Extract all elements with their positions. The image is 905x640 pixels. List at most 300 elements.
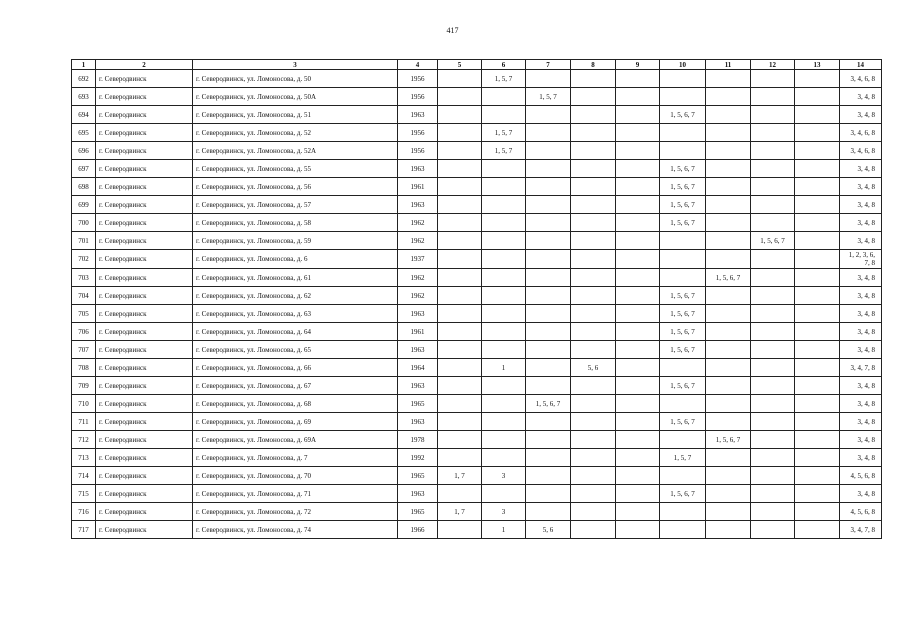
table-cell-col-3: г. Северодвинск, ул. Ломоносова, д. 67 xyxy=(193,377,398,395)
table-cell-col-9 xyxy=(616,269,660,287)
table-cell-col-10: 1, 5, 6, 7 xyxy=(660,214,706,232)
table-cell-col-10 xyxy=(660,521,706,539)
table-cell-col-6 xyxy=(482,485,526,503)
table-cell-col-12 xyxy=(751,431,795,449)
table-cell-col-3: г. Северодвинск, ул. Ломоносова, д. 52 xyxy=(193,124,398,142)
table-cell-col-10: 1, 5, 6, 7 xyxy=(660,323,706,341)
table-cell-col-7 xyxy=(526,287,571,305)
table-cell-col-14: 3, 4, 8 xyxy=(840,431,882,449)
table-cell-col-8 xyxy=(571,214,616,232)
column-header-13: 13 xyxy=(795,60,840,70)
table-cell-col-5 xyxy=(438,88,482,106)
table-cell-col-14: 3, 4, 8 xyxy=(840,323,882,341)
table-cell-col-13 xyxy=(795,521,840,539)
table-cell-col-4: 1963 xyxy=(398,160,438,178)
table-cell-col-7 xyxy=(526,485,571,503)
table-cell-col-10: 1, 5, 6, 7 xyxy=(660,305,706,323)
table-cell-col-8: 5, 6 xyxy=(571,359,616,377)
table-cell-col-13 xyxy=(795,485,840,503)
table-cell-col-6 xyxy=(482,377,526,395)
table-cell-col-1: 709 xyxy=(72,377,96,395)
table-cell-col-14: 3, 4, 7, 8 xyxy=(840,521,882,539)
table-body xyxy=(72,70,882,539)
table-cell-col-6 xyxy=(482,431,526,449)
table-cell-col-3: г. Северодвинск, ул. Ломоносова, д. 56 xyxy=(193,178,398,196)
table-cell-col-8 xyxy=(571,323,616,341)
table-cell-col-13 xyxy=(795,287,840,305)
table-row xyxy=(72,106,882,124)
table-cell-col-11 xyxy=(706,214,751,232)
table-cell-col-8 xyxy=(571,196,616,214)
table-cell-col-14: 3, 4, 8 xyxy=(840,196,882,214)
table-cell-col-1: 701 xyxy=(72,232,96,250)
table-cell-col-4: 1965 xyxy=(398,395,438,413)
table-cell-col-3: г. Северодвинск, ул. Ломоносова, д. 50А xyxy=(193,88,398,106)
table-cell-col-9 xyxy=(616,503,660,521)
table-cell-col-6: 3 xyxy=(482,503,526,521)
table-cell-col-14: 4, 5, 6, 8 xyxy=(840,503,882,521)
column-header-3: 3 xyxy=(193,60,398,70)
table-cell-col-12 xyxy=(751,485,795,503)
column-header-9: 9 xyxy=(616,60,660,70)
table-cell-col-2: г. Северодвинск xyxy=(96,214,193,232)
table-cell-col-1: 696 xyxy=(72,142,96,160)
table-cell-col-3: г. Северодвинск, ул. Ломоносова, д. 70 xyxy=(193,467,398,485)
table-cell-col-7 xyxy=(526,449,571,467)
table-cell-col-3: г. Северодвинск, ул. Ломоносова, д. 55 xyxy=(193,160,398,178)
table-cell-col-1: 697 xyxy=(72,160,96,178)
table-cell-col-14: 3, 4, 8 xyxy=(840,413,882,431)
table-cell-col-7 xyxy=(526,341,571,359)
table-cell-col-14: 3, 4, 8 xyxy=(840,287,882,305)
table-cell-col-5 xyxy=(438,232,482,250)
table-cell-col-1: 708 xyxy=(72,359,96,377)
table-cell-col-12 xyxy=(751,160,795,178)
table-cell-col-10 xyxy=(660,359,706,377)
table-cell-col-9 xyxy=(616,106,660,124)
table-cell-col-3: г. Северодвинск, ул. Ломоносова, д. 69А xyxy=(193,431,398,449)
table-cell-col-1: 699 xyxy=(72,196,96,214)
table-cell-col-1: 704 xyxy=(72,287,96,305)
table-cell-col-3: г. Северодвинск, ул. Ломоносова, д. 68 xyxy=(193,395,398,413)
table-cell-col-11 xyxy=(706,485,751,503)
table-cell-col-2: г. Северодвинск xyxy=(96,449,193,467)
table-row xyxy=(72,269,882,287)
table-cell-col-2: г. Северодвинск xyxy=(96,88,193,106)
table-cell-col-7 xyxy=(526,124,571,142)
table-row xyxy=(72,467,882,485)
table-cell-col-3: г. Северодвинск, ул. Ломоносова, д. 57 xyxy=(193,196,398,214)
table-cell-col-5 xyxy=(438,214,482,232)
table-cell-col-9 xyxy=(616,485,660,503)
table-cell-col-3: г. Северодвинск, ул. Ломоносова, д. 64 xyxy=(193,323,398,341)
table-cell-col-8 xyxy=(571,413,616,431)
table-cell-col-7 xyxy=(526,142,571,160)
table-cell-col-10: 1, 5, 6, 7 xyxy=(660,106,706,124)
table-cell-col-4: 1965 xyxy=(398,467,438,485)
table-cell-col-8 xyxy=(571,142,616,160)
table-cell-col-4: 1956 xyxy=(398,88,438,106)
table-cell-col-4: 1963 xyxy=(398,485,438,503)
table-cell-col-5 xyxy=(438,485,482,503)
table-cell-col-4: 1961 xyxy=(398,178,438,196)
table-cell-col-1: 710 xyxy=(72,395,96,413)
table-cell-col-7 xyxy=(526,467,571,485)
table-cell-col-1: 703 xyxy=(72,269,96,287)
table-cell-col-8 xyxy=(571,106,616,124)
table-cell-col-14: 3, 4, 8 xyxy=(840,485,882,503)
table-cell-col-13 xyxy=(795,142,840,160)
table-cell-col-7 xyxy=(526,377,571,395)
table-cell-col-3: г. Северодвинск, ул. Ломоносова, д. 59 xyxy=(193,232,398,250)
page-number: 417 xyxy=(446,26,459,35)
table-cell-col-12 xyxy=(751,178,795,196)
table-cell-col-12 xyxy=(751,142,795,160)
table-cell-col-7 xyxy=(526,214,571,232)
table-row xyxy=(72,323,882,341)
table-cell-col-5 xyxy=(438,142,482,160)
table-cell-col-1: 713 xyxy=(72,449,96,467)
table-cell-col-5 xyxy=(438,106,482,124)
table-cell-col-5 xyxy=(438,413,482,431)
table-cell-col-9 xyxy=(616,160,660,178)
table-cell-col-3: г. Северодвинск, ул. Ломоносова, д. 71 xyxy=(193,485,398,503)
column-header-row xyxy=(72,60,882,70)
table-cell-col-5 xyxy=(438,323,482,341)
table-cell-col-10: 1, 5, 7 xyxy=(660,449,706,467)
table-cell-col-13 xyxy=(795,178,840,196)
table-cell-col-13 xyxy=(795,359,840,377)
table-cell-col-1: 692 xyxy=(72,70,96,88)
table-cell-col-2: г. Северодвинск xyxy=(96,160,193,178)
table-cell-col-14: 3, 4, 8 xyxy=(840,305,882,323)
table-cell-col-9 xyxy=(616,413,660,431)
table-cell-col-11 xyxy=(706,196,751,214)
table-row xyxy=(72,232,882,250)
table-cell-col-6 xyxy=(482,269,526,287)
table-cell-col-13 xyxy=(795,124,840,142)
table-cell-col-6: 1 xyxy=(482,521,526,539)
table-cell-col-2: г. Северодвинск xyxy=(96,323,193,341)
table-cell-col-8 xyxy=(571,341,616,359)
table-cell-col-10 xyxy=(660,467,706,485)
table-cell-col-6: 1, 5, 7 xyxy=(482,70,526,88)
table-row xyxy=(72,449,882,467)
table-cell-col-6: 1, 5, 7 xyxy=(482,142,526,160)
table-cell-col-2: г. Северодвинск xyxy=(96,467,193,485)
table-cell-col-11 xyxy=(706,178,751,196)
table-cell-col-7 xyxy=(526,305,571,323)
table-cell-col-12 xyxy=(751,323,795,341)
table-cell-col-7 xyxy=(526,359,571,377)
table-cell-col-2: г. Северодвинск xyxy=(96,142,193,160)
table-cell-col-10 xyxy=(660,269,706,287)
table-cell-col-4: 1992 xyxy=(398,449,438,467)
table-cell-col-9 xyxy=(616,287,660,305)
table-cell-col-13 xyxy=(795,232,840,250)
table-cell-col-8 xyxy=(571,88,616,106)
table-cell-col-2: г. Северодвинск xyxy=(96,70,193,88)
table-cell-col-1: 714 xyxy=(72,467,96,485)
table-cell-col-6 xyxy=(482,323,526,341)
table-cell-col-12 xyxy=(751,196,795,214)
table-cell-col-14: 3, 4, 8 xyxy=(840,341,882,359)
table-cell-col-13 xyxy=(795,269,840,287)
table-cell-col-14: 3, 4, 8 xyxy=(840,232,882,250)
table-cell-col-9 xyxy=(616,377,660,395)
table-cell-col-6 xyxy=(482,449,526,467)
table-cell-col-11 xyxy=(706,413,751,431)
table-cell-col-10 xyxy=(660,70,706,88)
table-cell-col-9 xyxy=(616,395,660,413)
table-cell-col-12 xyxy=(751,287,795,305)
table-cell-col-4: 1963 xyxy=(398,305,438,323)
table-cell-col-6 xyxy=(482,395,526,413)
table-cell-col-14: 3, 4, 8 xyxy=(840,88,882,106)
table-cell-col-2: г. Северодвинск xyxy=(96,287,193,305)
table-cell-col-7 xyxy=(526,232,571,250)
table-row xyxy=(72,287,882,305)
table-cell-col-6 xyxy=(482,106,526,124)
table-row xyxy=(72,214,882,232)
table-cell-col-5 xyxy=(438,160,482,178)
table-cell-col-9 xyxy=(616,467,660,485)
table-cell-col-9 xyxy=(616,214,660,232)
table-cell-col-7 xyxy=(526,196,571,214)
table-cell-col-13 xyxy=(795,377,840,395)
table-cell-col-11 xyxy=(706,124,751,142)
table-cell-col-7 xyxy=(526,413,571,431)
table-cell-col-10: 1, 5, 6, 7 xyxy=(660,341,706,359)
table-cell-col-8 xyxy=(571,305,616,323)
table-cell-col-7 xyxy=(526,250,571,269)
table-cell-col-2: г. Северодвинск xyxy=(96,503,193,521)
table-cell-col-4: 1962 xyxy=(398,214,438,232)
table-cell-col-11 xyxy=(706,503,751,521)
table-cell-col-14: 3, 4, 8 xyxy=(840,160,882,178)
table-cell-col-8 xyxy=(571,485,616,503)
table-row xyxy=(72,503,882,521)
table-row xyxy=(72,395,882,413)
table-cell-col-3: г. Северодвинск, ул. Ломоносова, д. 50 xyxy=(193,70,398,88)
table-cell-col-3: г. Северодвинск, ул. Ломоносова, д. 62 xyxy=(193,287,398,305)
table-cell-col-1: 698 xyxy=(72,178,96,196)
table-cell-col-11 xyxy=(706,359,751,377)
table-cell-col-5 xyxy=(438,305,482,323)
column-header-6: 6 xyxy=(482,60,526,70)
table-cell-col-8 xyxy=(571,287,616,305)
table-row xyxy=(72,250,882,269)
table-cell-col-6 xyxy=(482,305,526,323)
table-row xyxy=(72,196,882,214)
table-cell-col-11 xyxy=(706,377,751,395)
table-cell-col-2: г. Северодвинск xyxy=(96,269,193,287)
table-cell-col-12 xyxy=(751,269,795,287)
table-cell-col-9 xyxy=(616,178,660,196)
table-cell-col-7: 1, 5, 6, 7 xyxy=(526,395,571,413)
table-cell-col-4: 1964 xyxy=(398,359,438,377)
table-cell-col-3: г. Северодвинск, ул. Ломоносова, д. 7 xyxy=(193,449,398,467)
table-cell-col-2: г. Северодвинск xyxy=(96,395,193,413)
table-cell-col-10 xyxy=(660,88,706,106)
table-cell-col-13 xyxy=(795,196,840,214)
table-cell-col-3: г. Северодвинск, ул. Ломоносова, д. 72 xyxy=(193,503,398,521)
table-cell-col-6: 1 xyxy=(482,359,526,377)
table-cell-col-3: г. Северодвинск, ул. Ломоносова, д. 58 xyxy=(193,214,398,232)
table-cell-col-6 xyxy=(482,250,526,269)
table-cell-col-14: 3, 4, 8 xyxy=(840,269,882,287)
column-header-5: 5 xyxy=(438,60,482,70)
table-cell-col-12 xyxy=(751,88,795,106)
table-cell-col-4: 1963 xyxy=(398,413,438,431)
table-cell-col-4: 1962 xyxy=(398,287,438,305)
table-cell-col-12 xyxy=(751,377,795,395)
table-cell-col-9 xyxy=(616,250,660,269)
table-cell-col-11 xyxy=(706,521,751,539)
table-cell-col-11 xyxy=(706,70,751,88)
table-cell-col-7 xyxy=(526,106,571,124)
table-cell-col-8 xyxy=(571,250,616,269)
table-cell-col-8 xyxy=(571,160,616,178)
table-cell-col-1: 695 xyxy=(72,124,96,142)
table-cell-col-3: г. Северодвинск, ул. Ломоносова, д. 74 xyxy=(193,521,398,539)
table-cell-col-9 xyxy=(616,88,660,106)
table-cell-col-6 xyxy=(482,341,526,359)
table-cell-col-14: 1, 2, 3, 6, 7, 8 xyxy=(840,250,882,269)
table-cell-col-4: 1978 xyxy=(398,431,438,449)
column-header-2: 2 xyxy=(96,60,193,70)
table-row xyxy=(72,142,882,160)
table-cell-col-5: 1, 7 xyxy=(438,503,482,521)
table-cell-col-7: 5, 6 xyxy=(526,521,571,539)
table-cell-col-8 xyxy=(571,395,616,413)
table-cell-col-10: 1, 5, 6, 7 xyxy=(660,160,706,178)
table-cell-col-12 xyxy=(751,359,795,377)
table-cell-col-1: 716 xyxy=(72,503,96,521)
table-cell-col-4: 1963 xyxy=(398,341,438,359)
table-cell-col-12 xyxy=(751,106,795,124)
table-cell-col-3: г. Северодвинск, ул. Ломоносова, д. 63 xyxy=(193,305,398,323)
register-table xyxy=(71,59,882,539)
table-cell-col-14: 3, 4, 8 xyxy=(840,178,882,196)
table-cell-col-13 xyxy=(795,395,840,413)
table-cell-col-10: 1, 5, 6, 7 xyxy=(660,196,706,214)
table-cell-col-3: г. Северодвинск, ул. Ломоносова, д. 52А xyxy=(193,142,398,160)
table-row xyxy=(72,305,882,323)
column-header-1: 1 xyxy=(72,60,96,70)
table-cell-col-2: г. Северодвинск xyxy=(96,250,193,269)
table-cell-col-10: 1, 5, 6, 7 xyxy=(660,413,706,431)
table-cell-col-5 xyxy=(438,341,482,359)
table-cell-col-10 xyxy=(660,142,706,160)
table-cell-col-3: г. Северодвинск, ул. Ломоносова, д. 65 xyxy=(193,341,398,359)
table-cell-col-12 xyxy=(751,467,795,485)
column-header-14: 14 xyxy=(840,60,882,70)
table-cell-col-12 xyxy=(751,305,795,323)
table-cell-col-1: 715 xyxy=(72,485,96,503)
table-cell-col-2: г. Северодвинск xyxy=(96,485,193,503)
table-cell-col-8 xyxy=(571,467,616,485)
table-cell-col-12 xyxy=(751,449,795,467)
table-cell-col-10: 1, 5, 6, 7 xyxy=(660,287,706,305)
table-row xyxy=(72,521,882,539)
table-cell-col-7: 1, 5, 7 xyxy=(526,88,571,106)
table-cell-col-9 xyxy=(616,124,660,142)
table-cell-col-12 xyxy=(751,250,795,269)
table-cell-col-11 xyxy=(706,341,751,359)
table-cell-col-6: 3 xyxy=(482,467,526,485)
table-cell-col-11 xyxy=(706,467,751,485)
table-cell-col-5 xyxy=(438,269,482,287)
table-cell-col-11 xyxy=(706,250,751,269)
column-header-11: 11 xyxy=(706,60,751,70)
table-cell-col-7 xyxy=(526,431,571,449)
table-cell-col-2: г. Северодвинск xyxy=(96,341,193,359)
table-cell-col-11 xyxy=(706,449,751,467)
table-cell-col-4: 1956 xyxy=(398,70,438,88)
table-cell-col-4: 1966 xyxy=(398,521,438,539)
column-header-12: 12 xyxy=(751,60,795,70)
table-row xyxy=(72,485,882,503)
table-cell-col-13 xyxy=(795,323,840,341)
table-row xyxy=(72,88,882,106)
table-cell-col-4: 1956 xyxy=(398,142,438,160)
table-cell-col-8 xyxy=(571,377,616,395)
table-cell-col-14: 3, 4, 6, 8 xyxy=(840,142,882,160)
table-cell-col-12 xyxy=(751,341,795,359)
table-row xyxy=(72,160,882,178)
table-cell-col-1: 711 xyxy=(72,413,96,431)
table-cell-col-2: г. Северодвинск xyxy=(96,196,193,214)
table-row xyxy=(72,359,882,377)
table-cell-col-14: 3, 4, 6, 8 xyxy=(840,70,882,88)
table-cell-col-14: 3, 4, 6, 8 xyxy=(840,124,882,142)
table-cell-col-11 xyxy=(706,106,751,124)
table-row xyxy=(72,413,882,431)
table-row xyxy=(72,377,882,395)
table-cell-col-10 xyxy=(660,124,706,142)
table-cell-col-5 xyxy=(438,395,482,413)
table-cell-col-14: 3, 4, 8 xyxy=(840,449,882,467)
table-cell-col-12 xyxy=(751,124,795,142)
table-cell-col-6 xyxy=(482,178,526,196)
table-cell-col-13 xyxy=(795,449,840,467)
table-cell-col-7 xyxy=(526,323,571,341)
table-row xyxy=(72,178,882,196)
table-cell-col-1: 694 xyxy=(72,106,96,124)
table-cell-col-5 xyxy=(438,377,482,395)
table-cell-col-1: 693 xyxy=(72,88,96,106)
table-cell-col-1: 717 xyxy=(72,521,96,539)
table-cell-col-7 xyxy=(526,178,571,196)
table-cell-col-13 xyxy=(795,341,840,359)
table-cell-col-14: 3, 4, 8 xyxy=(840,214,882,232)
table-cell-col-9 xyxy=(616,341,660,359)
column-header-4: 4 xyxy=(398,60,438,70)
table-cell-col-12 xyxy=(751,214,795,232)
table-row xyxy=(72,431,882,449)
table-cell-col-12 xyxy=(751,413,795,431)
column-header-8: 8 xyxy=(571,60,616,70)
table-cell-col-2: г. Северодвинск xyxy=(96,124,193,142)
table-cell-col-5: 1, 7 xyxy=(438,467,482,485)
table-cell-col-13 xyxy=(795,413,840,431)
table-cell-col-8 xyxy=(571,521,616,539)
table-cell-col-9 xyxy=(616,521,660,539)
table-cell-col-9 xyxy=(616,232,660,250)
table-cell-col-6: 1, 5, 7 xyxy=(482,124,526,142)
table-cell-col-5 xyxy=(438,431,482,449)
